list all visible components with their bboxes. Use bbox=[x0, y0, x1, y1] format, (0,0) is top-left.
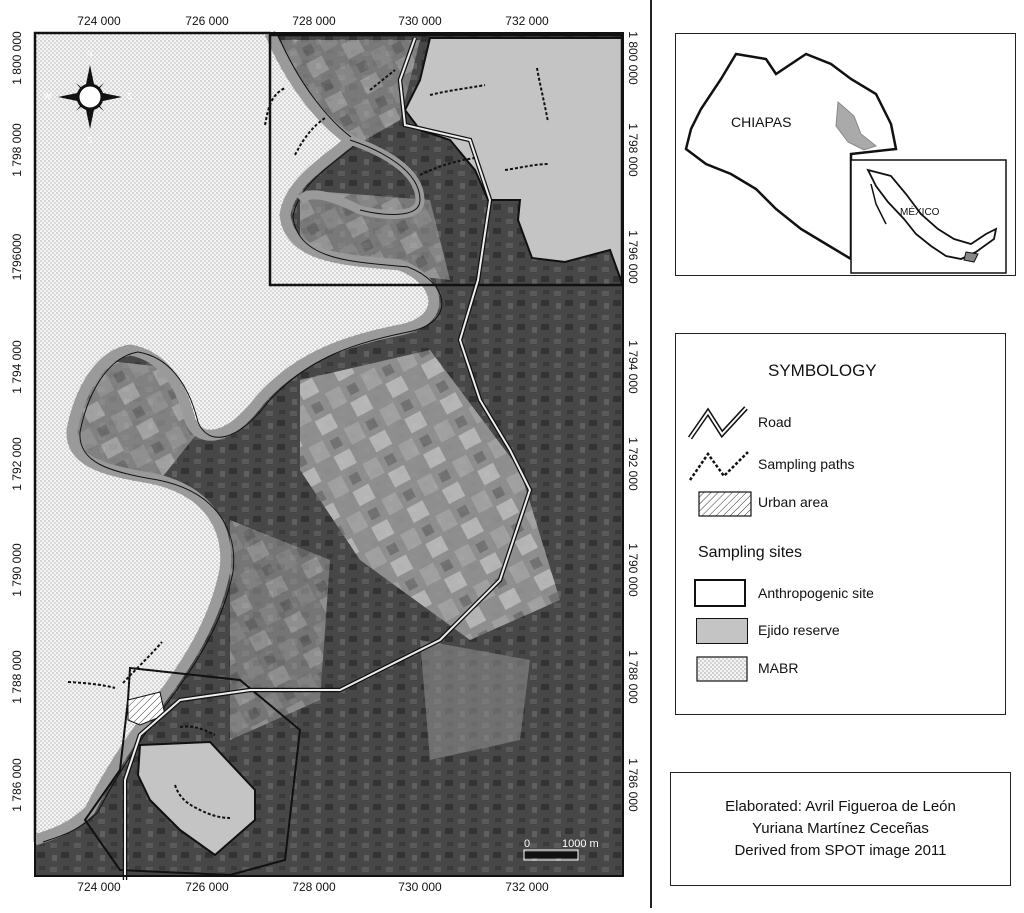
compass-w: W bbox=[44, 92, 52, 101]
compass-s: S bbox=[87, 136, 93, 145]
y-tick-left: 1796000 bbox=[10, 233, 24, 281]
scale-bar bbox=[524, 852, 578, 858]
symbology-legend bbox=[675, 333, 1006, 715]
inset-map-graphic bbox=[676, 34, 1015, 275]
y-tick-left: 1 792 000 bbox=[10, 437, 24, 491]
y-tick-right: 1 800 000 bbox=[626, 31, 640, 85]
y-tick-right: 1 790 000 bbox=[626, 543, 640, 597]
y-tick-left: 1 788 000 bbox=[10, 650, 24, 704]
x-tick-bottom: 732 000 bbox=[505, 880, 549, 894]
urban-area-label: Urban area bbox=[758, 494, 829, 510]
road-symbol bbox=[688, 406, 752, 442]
road-label: Road bbox=[758, 414, 792, 430]
mabr-symbol bbox=[696, 656, 750, 684]
y-tick-left: 1 800 000 bbox=[10, 31, 24, 85]
y-tick-left: 1 798 000 bbox=[10, 123, 24, 177]
y-tick-left: 1 794 000 bbox=[10, 340, 24, 394]
credits-box bbox=[670, 772, 1011, 886]
scale-end-label: 1000 m bbox=[562, 838, 599, 850]
mabr-label: MABR bbox=[758, 660, 799, 676]
scale-start-label: 0 bbox=[524, 838, 531, 850]
y-tick-right: 1 786 000 bbox=[626, 758, 640, 812]
x-tick-bottom: 728 000 bbox=[292, 880, 336, 894]
y-tick-right: 1 794 000 bbox=[626, 340, 640, 394]
y-tick-right: 1 798 000 bbox=[626, 123, 640, 177]
x-tick-top: 726 000 bbox=[185, 14, 229, 28]
sampling-path-symbol bbox=[688, 448, 752, 484]
y-tick-left: 1 790 000 bbox=[10, 543, 24, 597]
ejido-reserve-symbol bbox=[696, 618, 748, 644]
credit-source: Derived from SPOT image 2011 bbox=[734, 842, 947, 859]
x-tick-top: 728 000 bbox=[292, 14, 336, 28]
ejido-reserve-label: Ejido reserve bbox=[758, 622, 840, 638]
anthropogenic-site-label: Anthropogenic site bbox=[758, 585, 874, 601]
inset-map bbox=[675, 33, 1016, 276]
x-tick-top: 732 000 bbox=[505, 14, 549, 28]
credit-author-1: Elaborated: Avril Figueroa de León bbox=[725, 798, 956, 815]
mexico-label: MÉXICO bbox=[900, 207, 940, 218]
y-tick-right: 1 792 000 bbox=[626, 437, 640, 491]
sampling-sites-title: Sampling sites bbox=[698, 544, 803, 561]
anthropogenic-site-symbol bbox=[694, 579, 746, 607]
x-tick-bottom: 730 000 bbox=[398, 880, 442, 894]
chiapas-label: CHIAPAS bbox=[731, 114, 792, 130]
panel-divider bbox=[650, 0, 652, 908]
urban-area-symbol bbox=[698, 491, 754, 519]
x-tick-top: 730 000 bbox=[398, 14, 442, 28]
y-tick-right: 1 788 000 bbox=[626, 650, 640, 704]
symbology-title: SYMBOLOGY bbox=[768, 361, 877, 380]
compass-n: N bbox=[87, 49, 93, 58]
compass-e: E bbox=[127, 92, 133, 101]
x-tick-top: 724 000 bbox=[77, 14, 121, 28]
sampling-path-label: Sampling paths bbox=[758, 456, 855, 472]
y-tick-left: 1 786 000 bbox=[10, 758, 24, 812]
credit-author-2: Yuriana Martínez Ceceñas bbox=[752, 820, 929, 837]
x-tick-bottom: 726 000 bbox=[185, 880, 229, 894]
y-tick-right: 1 796 000 bbox=[626, 230, 640, 284]
x-tick-bottom: 724 000 bbox=[77, 880, 121, 894]
